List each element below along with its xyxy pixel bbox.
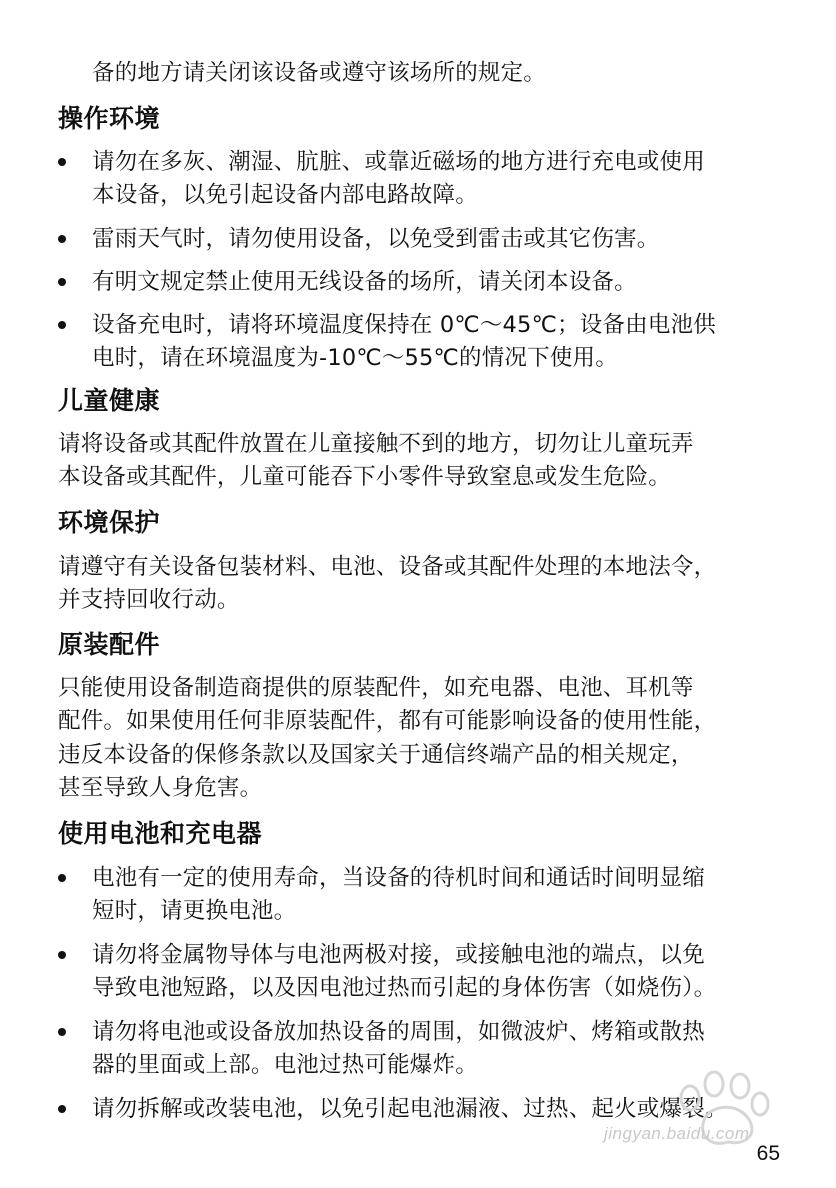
bullet-dot: [58, 874, 66, 882]
list-item-line: 本设备，以免引起设备内部电路故障。: [92, 182, 478, 208]
list-item-line: 有明文规定禁止使用无线设备的场所，请关闭本设备。: [92, 269, 637, 295]
watermark-text: jingyan.baidu.com: [604, 1124, 750, 1143]
paragraph-line: 甚至导致人身危害。: [58, 775, 263, 801]
bullet-dot: [58, 278, 66, 286]
section-heading-environment-protection: 环境保护: [58, 508, 161, 537]
section-heading-operating-environment: 操作环境: [58, 104, 161, 133]
paragraph-line: 并支持回收行动。: [58, 587, 240, 613]
section-heading-battery-charger: 使用电池和充电器: [58, 819, 263, 848]
section-heading-original-accessories: 原装配件: [58, 630, 161, 659]
bullet-dot: [58, 321, 66, 329]
paragraph-line: 违反本设备的保修条款以及国家关于通信终端产品的相关规定，: [58, 742, 694, 768]
list-item-line: 电时，请在环境温度为-10℃～55℃的情况下使用。: [92, 345, 618, 371]
paragraph-line: 请将设备或其配件放置在儿童接触不到的地方，切勿让儿童玩弄: [58, 431, 694, 457]
section-heading-child-health: 儿童健康: [58, 386, 161, 415]
paragraph-line: 只能使用设备制造商提供的原装配件，如充电器、电池、耳机等: [58, 675, 694, 701]
intro-text: 备的地方请关闭该设备或遵守该场所的规定。: [92, 60, 547, 86]
list-item-line: 请勿在多灰、潮湿、肮脏、或靠近磁场的地方进行充电或使用: [92, 149, 705, 175]
bullet-dot: [58, 1105, 66, 1113]
page-number: 65: [756, 1142, 780, 1165]
paragraph-line: 配件。如果使用任何非原装配件，都有可能影响设备的使用性能，: [58, 708, 717, 734]
bullet-dot: [58, 158, 66, 166]
list-item-line: 短时，请更换电池。: [92, 898, 297, 924]
paragraph-line: 请遵守有关设备包装材料、电池、设备或其配件处理的本地法令，: [58, 554, 717, 580]
list-item-line: 导致电池短路，以及因电池过热而引起的身体伤害（如烧伤）。: [92, 975, 717, 1001]
list-item-line: 器的里面或上部。电池过热可能爆炸。: [92, 1052, 478, 1078]
bullet-dot: [58, 235, 66, 243]
list-item-line: 设备充电时，请将环境温度保持在 0℃～45℃；设备由电池供: [92, 312, 716, 338]
list-item-line: 请勿将金属物导体与电池两极对接，或接触电池的端点，以免: [92, 942, 705, 968]
list-item-line: 雷雨天气时，请勿使用设备，以免受到雷击或其它伤害。: [92, 226, 660, 252]
list-item-line: 请勿将电池或设备放加热设备的周围，如微波炉、烤箱或散热: [92, 1019, 705, 1045]
bullet-dot: [58, 951, 66, 959]
bullet-dot: [58, 1028, 66, 1036]
paragraph-line: 本设备或其配件，儿童可能吞下小零件导致窒息或发生危险。: [58, 464, 671, 490]
list-item-line: 请勿拆解或改装电池，以免引起电池漏液、过热、起火或爆裂。: [92, 1096, 728, 1122]
list-item-line: 电池有一定的使用寿命，当设备的待机时间和通话时间明显缩: [92, 865, 705, 891]
